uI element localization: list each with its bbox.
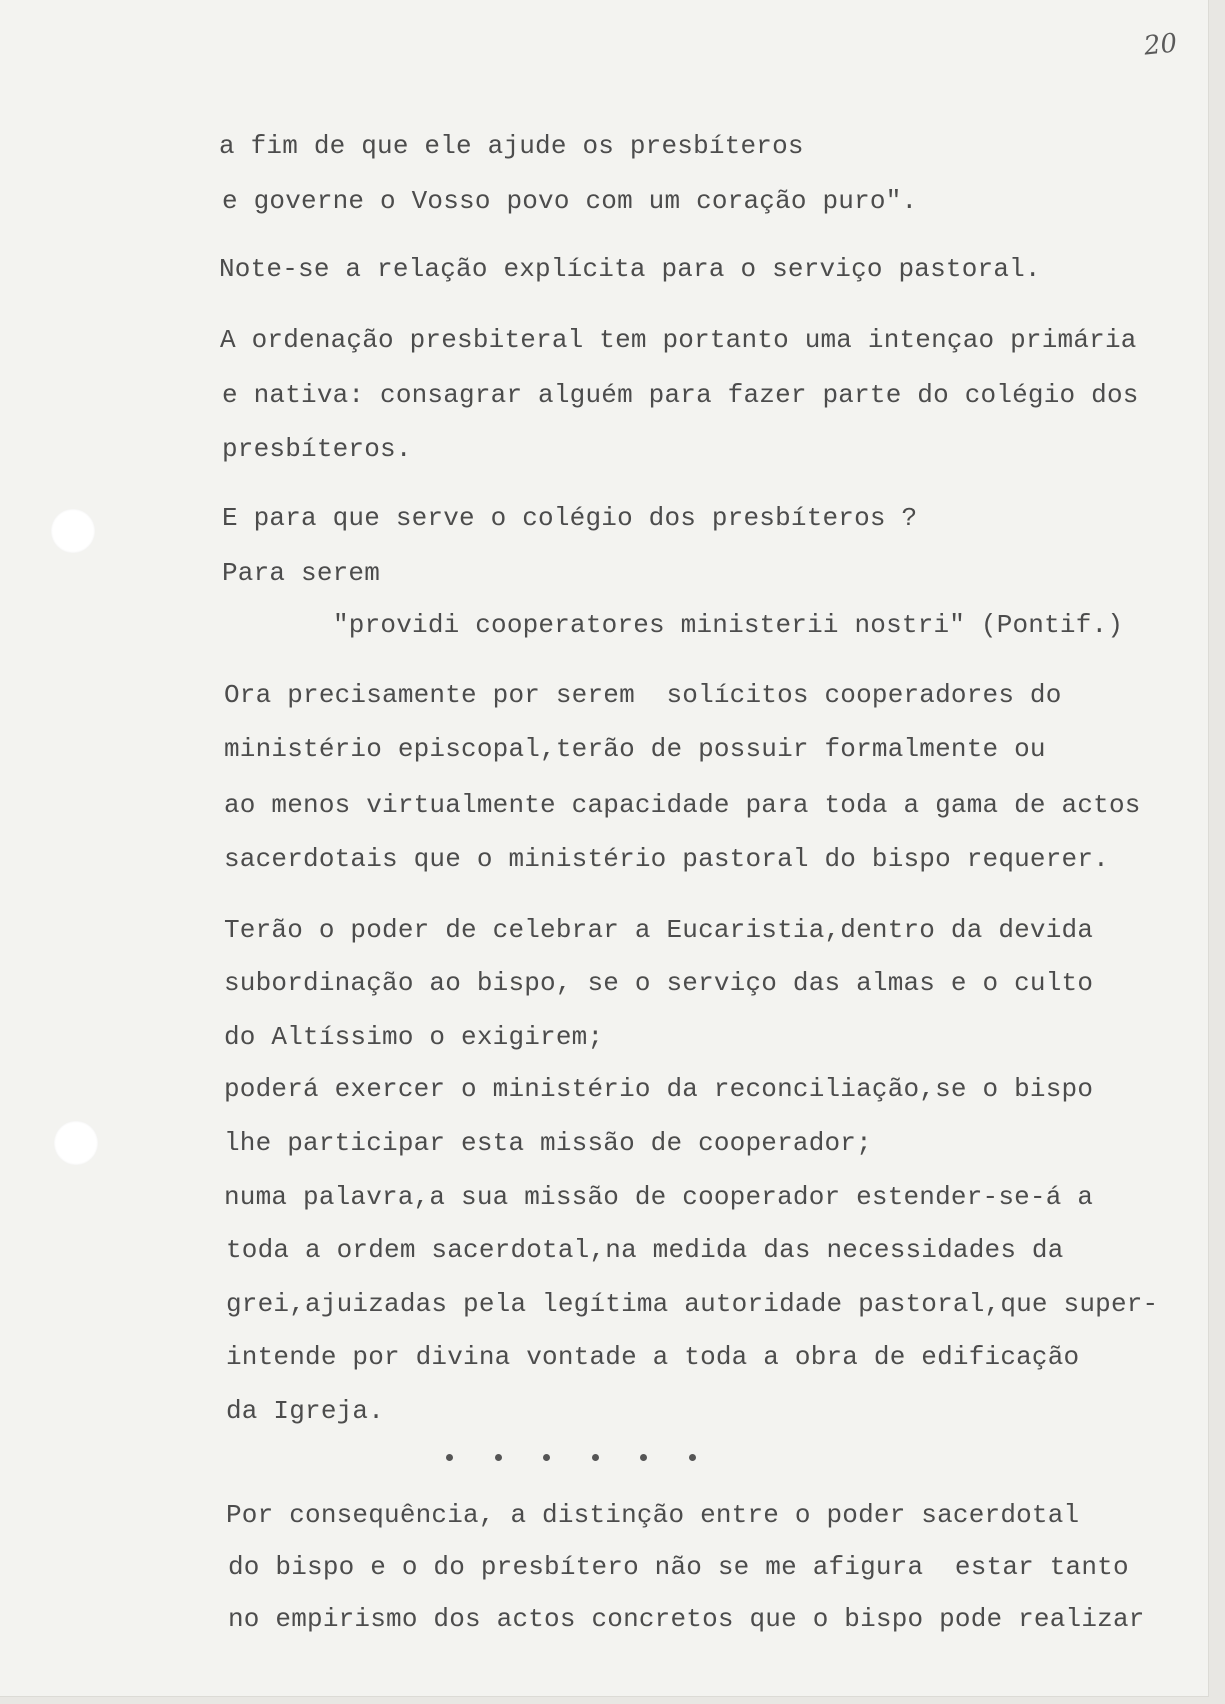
text-line: Por consequência, a distinção entre o poder sacerdotal — [226, 1500, 1080, 1530]
text-line: e nativa: consagrar alguém para fazer parte do colégio dos — [222, 380, 1139, 410]
text-line: subordinação ao bispo, se o serviço das almas e o culto — [224, 968, 1094, 998]
section-separator — [446, 1454, 696, 1461]
separator-dot — [495, 1454, 502, 1461]
text-line: A ordenação presbiteral tem portanto uma intençao primária — [220, 325, 1137, 355]
text-line: poderá exercer o ministério da reconciliação,se o bispo — [224, 1074, 1094, 1104]
separator-dot — [689, 1454, 696, 1461]
text-line: Para serem — [222, 558, 381, 588]
text-line: no empirismo dos actos concretos que o bispo pode realizar — [228, 1604, 1145, 1634]
text-line: da Igreja. — [226, 1396, 385, 1426]
separator-dot — [592, 1454, 599, 1461]
text-line: grei,ajuizadas pela legítima autoridade pastoral,que super- — [226, 1289, 1159, 1319]
separator-dot — [640, 1454, 647, 1461]
punch-hole — [54, 1121, 98, 1165]
text-line: lhe participar esta missão de cooperador; — [224, 1128, 872, 1158]
text-line: intende por divina vontade a toda a obra de edificação — [226, 1342, 1080, 1372]
separator-dot — [446, 1454, 453, 1461]
punch-hole — [51, 509, 95, 553]
text-line: do bispo e o do presbítero não se me afigura estar tanto — [228, 1552, 1129, 1582]
text-line: ao menos virtualmente capacidade para toda a gama de actos — [224, 790, 1141, 820]
text-line: e governe o Vosso povo com um coração puro". — [222, 186, 918, 216]
text-line: "providi cooperatores ministerii nostri" (Pontif.) — [333, 610, 1124, 640]
text-line: presbíteros. — [222, 434, 412, 464]
text-line: numa palavra,a sua missão de cooperador estender-se-á a — [224, 1182, 1094, 1212]
text-line: ministério episcopal,terão de possuir formalmente ou — [224, 734, 1046, 764]
text-line: toda a ordem sacerdotal,na medida das necessidades da — [226, 1235, 1064, 1265]
text-line: Terão o poder de celebrar a Eucaristia,dentro da devida — [224, 915, 1094, 945]
text-line: Note-se a relação explícita para o serviço pastoral. — [219, 254, 1041, 284]
text-line: E para que serve o colégio dos presbíteros ? — [222, 503, 918, 533]
text-line: Ora precisamente por serem solícitos cooperadores do — [224, 680, 1062, 710]
separator-dot — [543, 1454, 550, 1461]
page-number: 20 — [1142, 28, 1179, 62]
text-line: sacerdotais que o ministério pastoral do bispo requerer. — [224, 844, 1109, 874]
text-line: do Altíssimo o exigirem; — [224, 1022, 604, 1052]
text-line: a fim de que ele ajude os presbíteros — [219, 131, 804, 161]
